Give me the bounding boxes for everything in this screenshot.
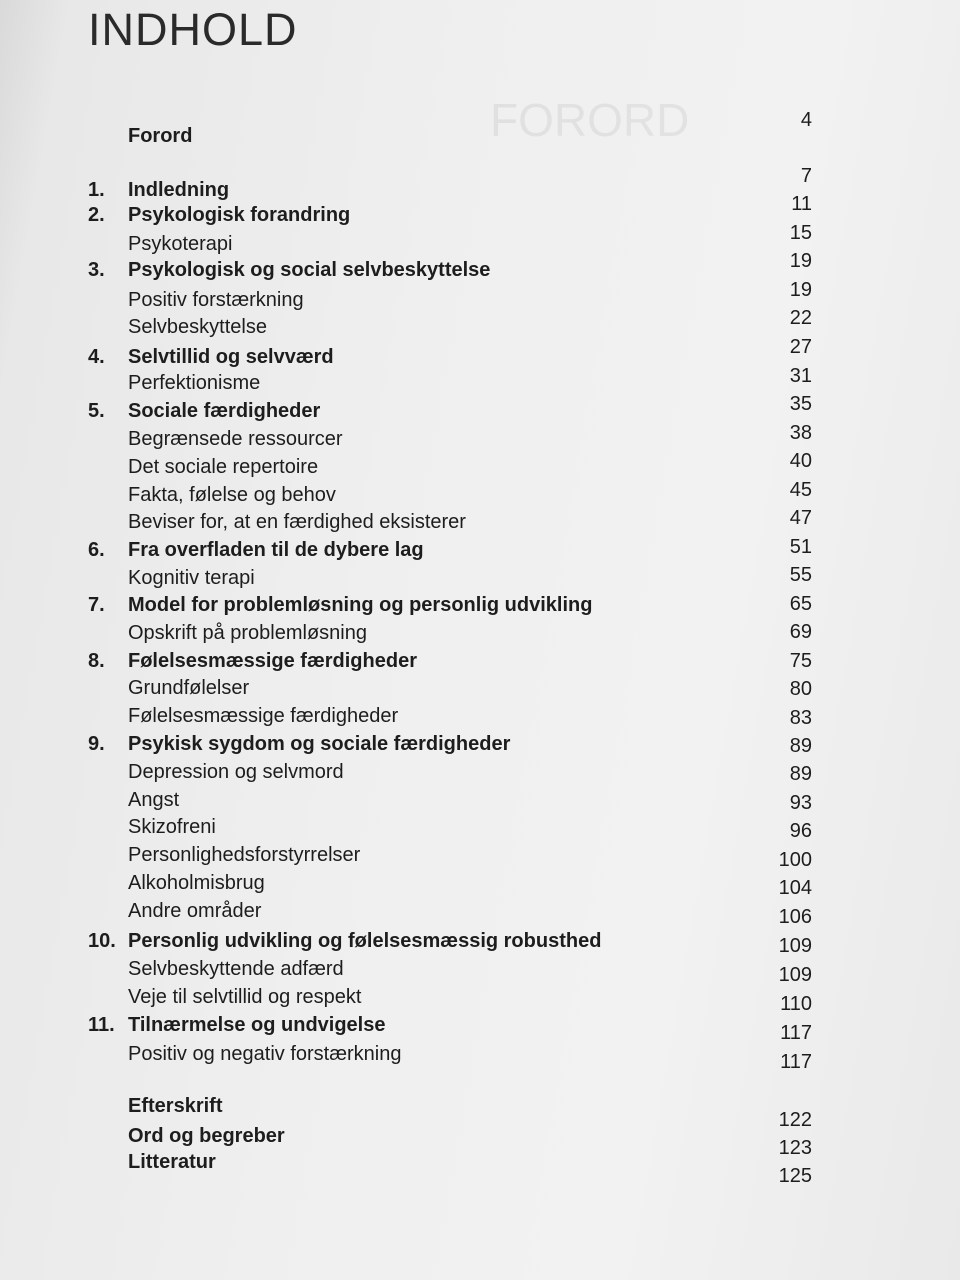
section-title: Depression og selvmord	[128, 761, 344, 783]
chapter-number: 5.	[88, 400, 105, 422]
page-number: 123	[778, 1137, 812, 1159]
page-number: 40	[789, 450, 812, 472]
section-title: Følelsesmæssige færdigheder	[128, 705, 399, 727]
page-number: 51	[789, 536, 812, 558]
page-number: 100	[778, 849, 812, 871]
section-title: Alkoholmisbrug	[128, 872, 265, 894]
page-number: 38	[789, 422, 812, 444]
page-number: 11	[791, 193, 812, 215]
chapter-title: Psykologisk og social selvbeskyttelse	[128, 259, 491, 281]
chapter-number: 9.	[88, 733, 105, 755]
page-number: 19	[789, 250, 812, 272]
section-title: Positiv og negativ forstærkning	[128, 1043, 402, 1065]
page-number: 7	[800, 165, 812, 187]
page-number: 83	[789, 707, 812, 729]
chapter-number: 6.	[88, 539, 105, 561]
page-number: 65	[789, 593, 812, 615]
section-title: Beviser for, at en færdighed eksisterer	[128, 511, 466, 533]
section-title: Selvbeskyttende adfærd	[128, 958, 344, 980]
page-number: 22	[789, 307, 812, 329]
page-number: 89	[789, 763, 812, 785]
chapter-number: 10.	[88, 930, 116, 952]
chapter-title: Psykisk sygdom og sociale færdigheder	[128, 733, 511, 755]
page-number: 96	[789, 820, 812, 842]
section-title: Skizofreni	[128, 816, 216, 838]
section-title: Perfektionisme	[128, 372, 261, 394]
page-number: 89	[789, 735, 812, 757]
page-number: 104	[778, 877, 812, 899]
chapter-number: 7.	[88, 594, 105, 616]
page-number: 27	[789, 336, 812, 358]
chapter-number: 8.	[88, 650, 105, 672]
page-number: 117	[780, 1051, 812, 1073]
chapter-title: Model for problemløsning og personlig udvikling	[128, 594, 593, 616]
page-number: 109	[778, 964, 812, 986]
page-number: 75	[789, 650, 812, 672]
section-title: Fakta, følelse og behov	[128, 484, 336, 506]
page-number: 4	[800, 109, 812, 131]
page-number: 31	[789, 365, 812, 387]
chapter-title: Forord	[128, 125, 193, 147]
chapter-number: 4.	[88, 346, 105, 368]
page-number: 19	[789, 279, 812, 301]
page-number: 45	[789, 479, 812, 501]
chapter-number: 2.	[88, 204, 105, 226]
section-title: Andre områder	[128, 900, 262, 922]
chapter-title: Indledning	[128, 179, 230, 201]
chapter-number: 1.	[88, 179, 105, 201]
section-title: Opskrift på problemløsning	[128, 622, 367, 644]
chapter-title: Efterskrift	[128, 1095, 223, 1117]
section-title: Personlighedsforstyrrelser	[128, 844, 361, 866]
section-title: Angst	[128, 789, 180, 811]
section-title: Veje til selvtillid og respekt	[128, 986, 362, 1008]
section-title: Det sociale repertoire	[128, 456, 319, 478]
page-number: 110	[780, 993, 812, 1015]
chapter-title: Personlig udvikling og følelsesmæssig robusthed	[128, 930, 602, 952]
page-number: 69	[789, 621, 812, 643]
section-title: Begrænsede ressourcer	[128, 428, 343, 450]
page-number: 55	[789, 564, 812, 586]
bleed-through-text: FORORD	[490, 94, 690, 146]
chapter-title: Selvtillid og selvværd	[128, 346, 334, 368]
chapter-title: Sociale færdigheder	[128, 400, 321, 422]
section-title: Kognitiv terapi	[128, 567, 255, 589]
page-number: 47	[789, 507, 812, 529]
page-number: 80	[789, 678, 812, 700]
chapter-title: Psykologisk forandring	[128, 204, 351, 226]
chapter-title: Fra overfladen til de dybere lag	[128, 539, 424, 561]
chapter-number: 3.	[88, 259, 105, 281]
section-title: Grundfølelser	[128, 677, 250, 699]
chapter-title: Litteratur	[128, 1151, 216, 1173]
page-title: INDHOLD	[88, 4, 298, 55]
chapter-title: Følelsesmæssige færdigheder	[128, 650, 417, 672]
page-number: 117	[780, 1022, 812, 1044]
chapter-title: Ord og begreber	[128, 1125, 285, 1147]
chapter-title: Tilnærmelse og undvigelse	[128, 1014, 386, 1036]
chapter-number: 11.	[88, 1014, 115, 1036]
page-number: 122	[778, 1109, 812, 1131]
page-number: 125	[778, 1165, 812, 1187]
page-number: 35	[789, 393, 812, 415]
section-title: Psykoterapi	[128, 233, 233, 255]
section-title: Selvbeskyttelse	[128, 316, 267, 338]
page-number: 15	[789, 222, 812, 244]
page-number: 106	[778, 906, 812, 928]
page-number: 93	[789, 792, 812, 814]
page-number: 109	[778, 935, 812, 957]
section-title: Positiv forstærkning	[128, 289, 304, 311]
